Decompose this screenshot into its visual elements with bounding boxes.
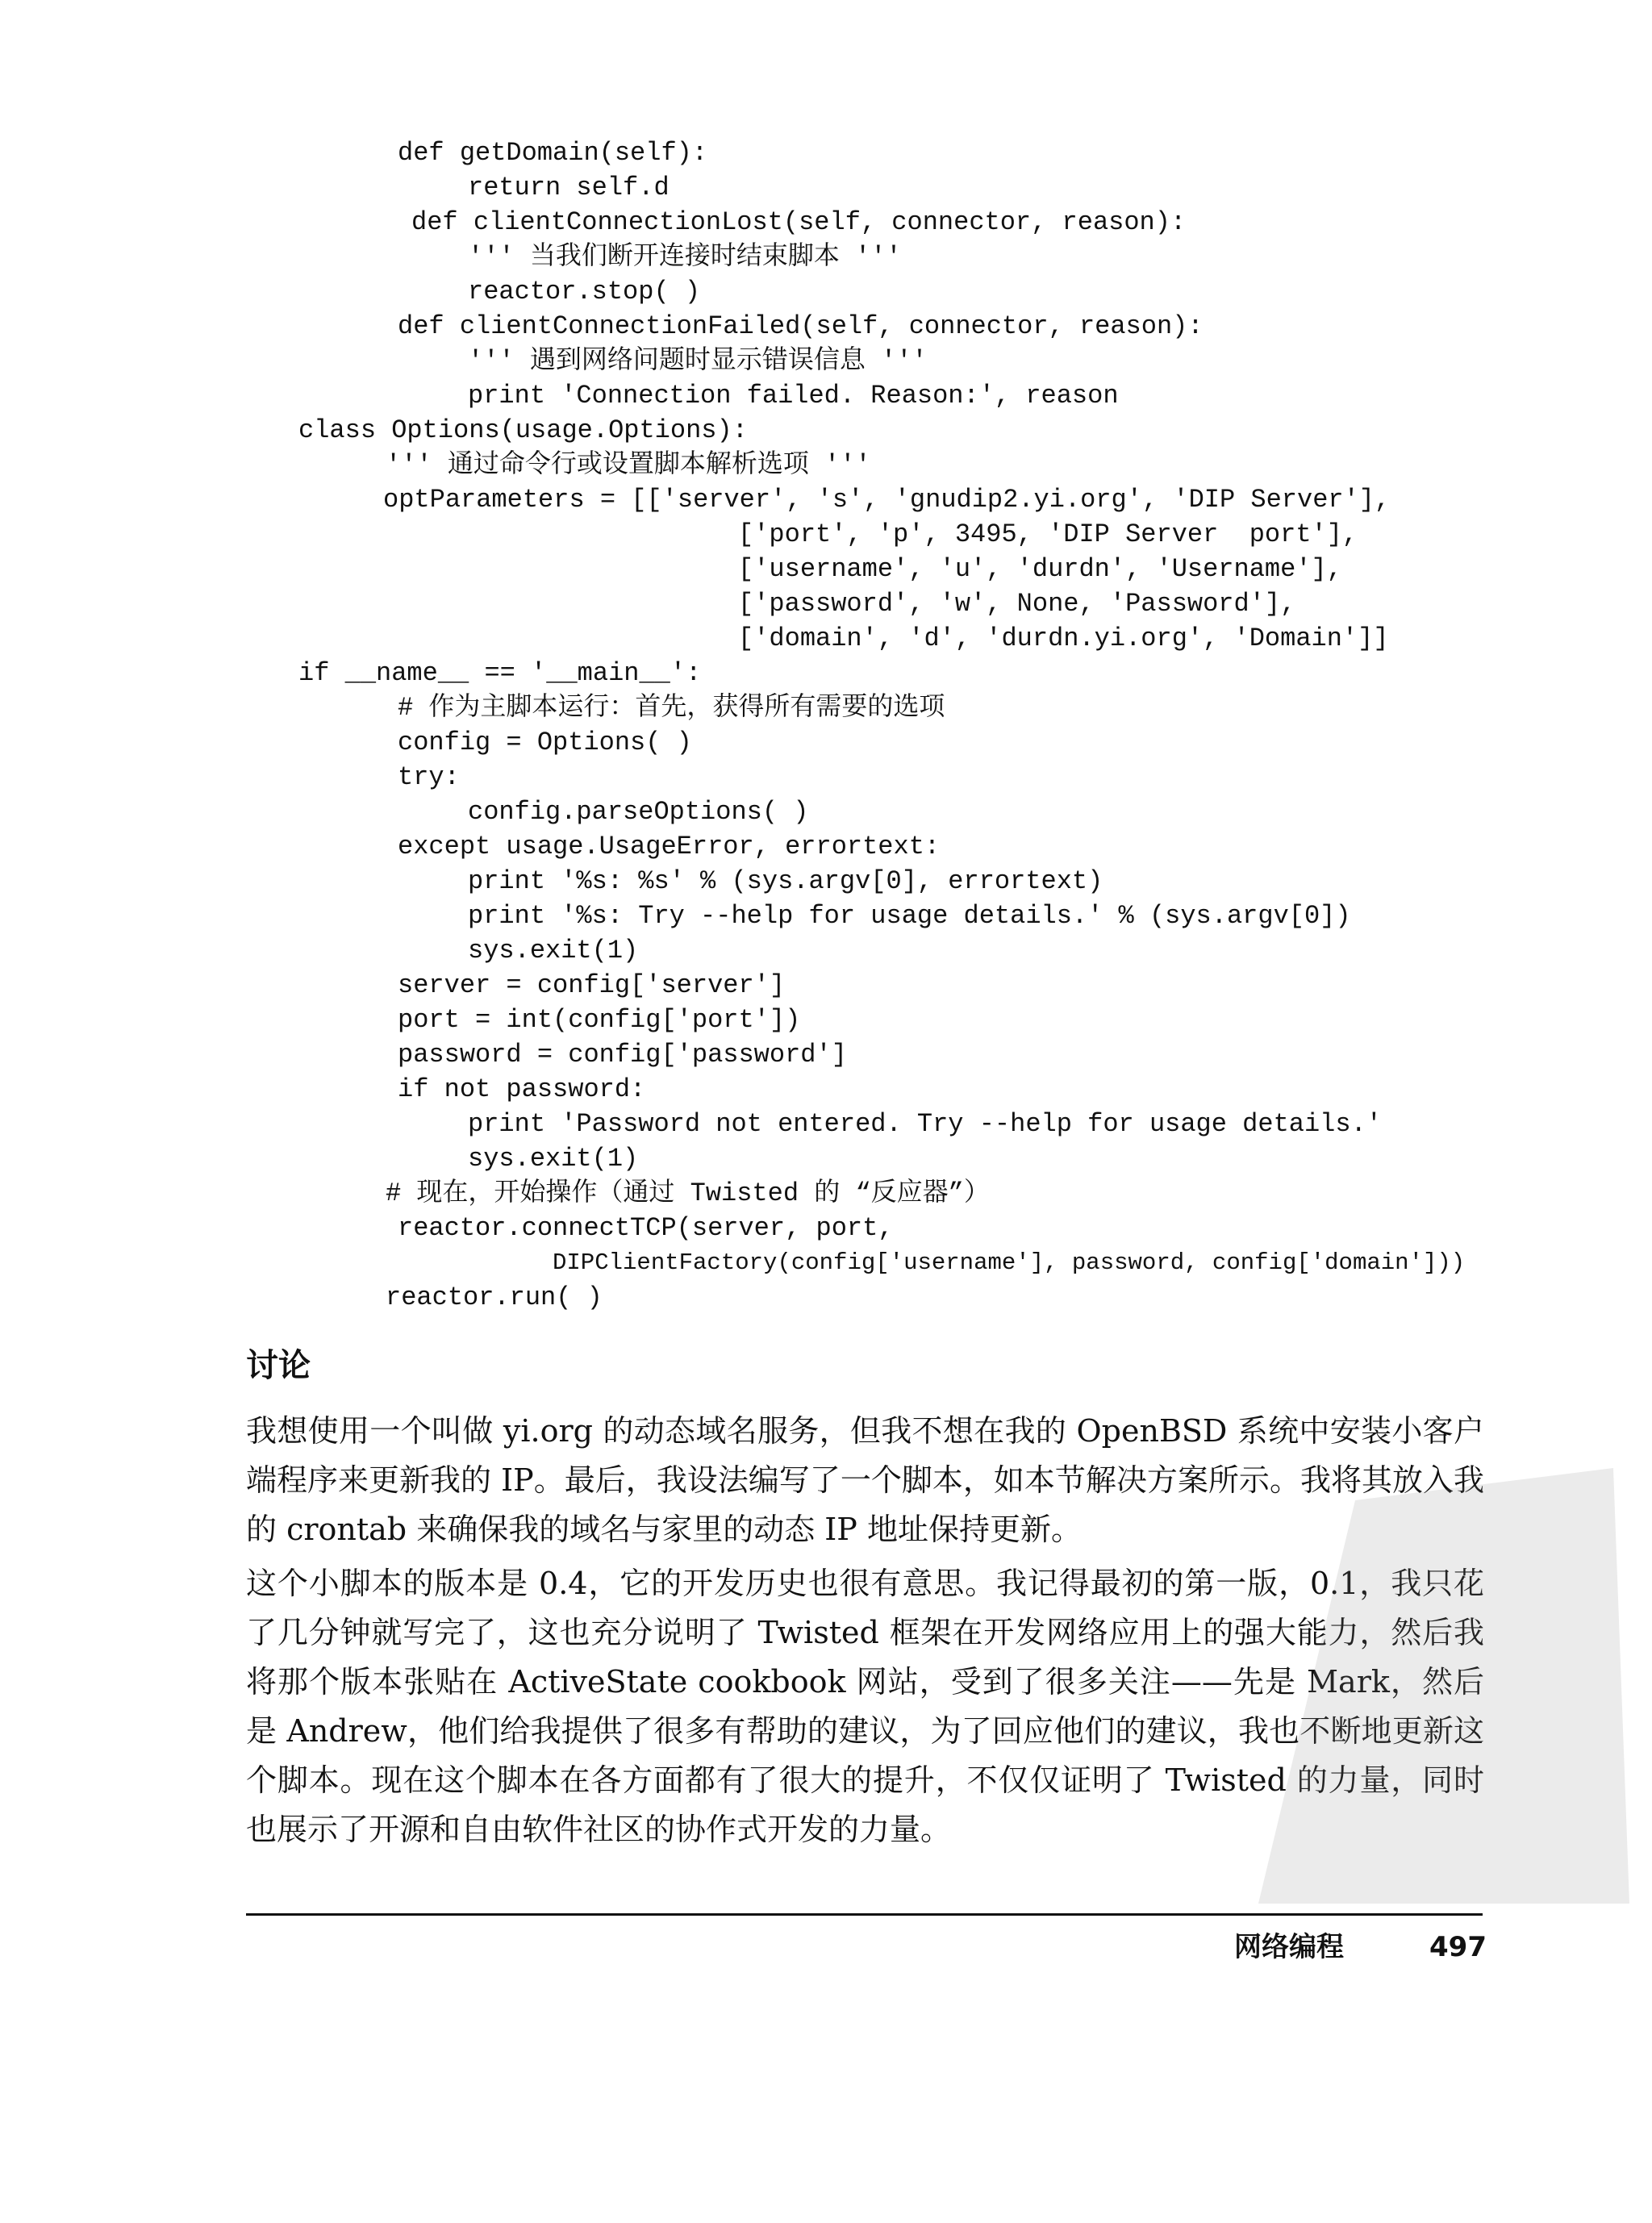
code-line: reactor.connectTCP(server, port, bbox=[398, 1213, 894, 1243]
code-line: DIPClientFactory(config['username'], password, config['domain'])) bbox=[553, 1249, 1466, 1276]
body-paragraph: 我想使用一个叫做 yi.org 的动态域名服务，但我不想在我的 OpenBSD 系统中安装小客户端程序来更新我的 IP。最后，我设法编写了一个脚本，如本节解决方案所示。我将其放入我的 crontab 来确保我的域名与家里的动态 IP 地址保持更新。 bbox=[246, 1413, 1484, 1547]
code-line: def clientConnectionFailed(self, connector, reason): bbox=[398, 311, 1204, 341]
code-line: ['port', 'p', 3495, 'DIP Server port'], bbox=[738, 519, 1358, 549]
code-line: if not password: bbox=[398, 1074, 646, 1104]
code-line: print '%s: Try --help for usage details.' % (sys.argv[0]) bbox=[468, 901, 1351, 931]
code-line: return self.d bbox=[468, 173, 670, 202]
code-line: def getDomain(self): bbox=[398, 138, 708, 168]
body-paragraph: 这个小脚本的版本是 0.4，它的开发历史也很有意思。我记得最初的第一版，0.1，我只花了几分钟就写完了，这也充分说明了 Twisted 框架在开发网络应用上的强大能力，然后我将那个版本张贴在 ActiveState cookbook 网站，受到了很多关注——先是 Mark，然后是 Andrew，他们给我提供了很多有帮助的建议，为了回应他们的建议，我也不断地更新这个脚本。现在这个脚本在各方面都有了很大的提升，不仅仅证明了 Twisted 的力量，同时也展示了开源和自由软件社区的协作式开发的力量。 bbox=[246, 1566, 1484, 1847]
code-line: sys.exit(1) bbox=[468, 1144, 639, 1174]
code-line: config.parseOptions( ) bbox=[468, 797, 809, 827]
footer-divider bbox=[246, 1913, 1483, 1916]
code-line: ['username', 'u', 'durdn', 'Username'], bbox=[738, 554, 1342, 584]
code-line: reactor.stop( ) bbox=[468, 277, 701, 307]
code-line: sys.exit(1) bbox=[468, 936, 639, 966]
section-heading: 讨论 bbox=[246, 1347, 311, 1384]
code-line: password = config['password'] bbox=[398, 1040, 847, 1070]
watermark-seal bbox=[1258, 1468, 1629, 1904]
code-line: config = Options( ) bbox=[398, 728, 692, 757]
code-line: ['domain', 'd', 'durdn.yi.org', 'Domain']] bbox=[738, 624, 1389, 653]
code-line: ''' 通过命令行或设置脚本解析选项 ''' bbox=[386, 450, 871, 480]
code-line: try: bbox=[398, 762, 460, 792]
code-line: if __name__ == '__main__': bbox=[298, 658, 702, 688]
code-line: # 作为主脚本运行：首先，获得所有需要的选项 bbox=[398, 693, 945, 723]
code-line: reactor.run( ) bbox=[386, 1282, 603, 1312]
code-line: # 现在，开始操作（通过 Twisted 的 “反应器”） bbox=[386, 1178, 990, 1208]
code-line: print '%s: %s' % (sys.argv[0], errortext) bbox=[468, 866, 1103, 896]
running-footer-title: 网络编程 bbox=[1234, 1931, 1344, 1963]
code-line: port = int(config['port']) bbox=[398, 1005, 801, 1035]
code-line: except usage.UsageError, errortext: bbox=[398, 832, 941, 861]
code-line: ['password', 'w', None, 'Password'], bbox=[738, 589, 1296, 619]
code-line: def clientConnectionLost(self, connector, reason): bbox=[411, 207, 1187, 237]
code-line: optParameters = [['server', 's', 'gnudip2.yi.org', 'DIP Server'], bbox=[383, 485, 1391, 515]
code-line: server = config['server'] bbox=[398, 970, 786, 1000]
code-line: class Options(usage.Options): bbox=[298, 415, 748, 445]
code-line: print 'Password not entered. Try --help for usage details.' bbox=[468, 1109, 1382, 1139]
code-line: print 'Connection failed. Reason:', reason bbox=[468, 381, 1119, 411]
page-number: 497 bbox=[1429, 1931, 1487, 1963]
code-line: ''' 当我们断开连接时结束脚本 ''' bbox=[468, 242, 902, 272]
code-line: ''' 遇到网络问题时显示错误信息 ''' bbox=[468, 346, 928, 376]
